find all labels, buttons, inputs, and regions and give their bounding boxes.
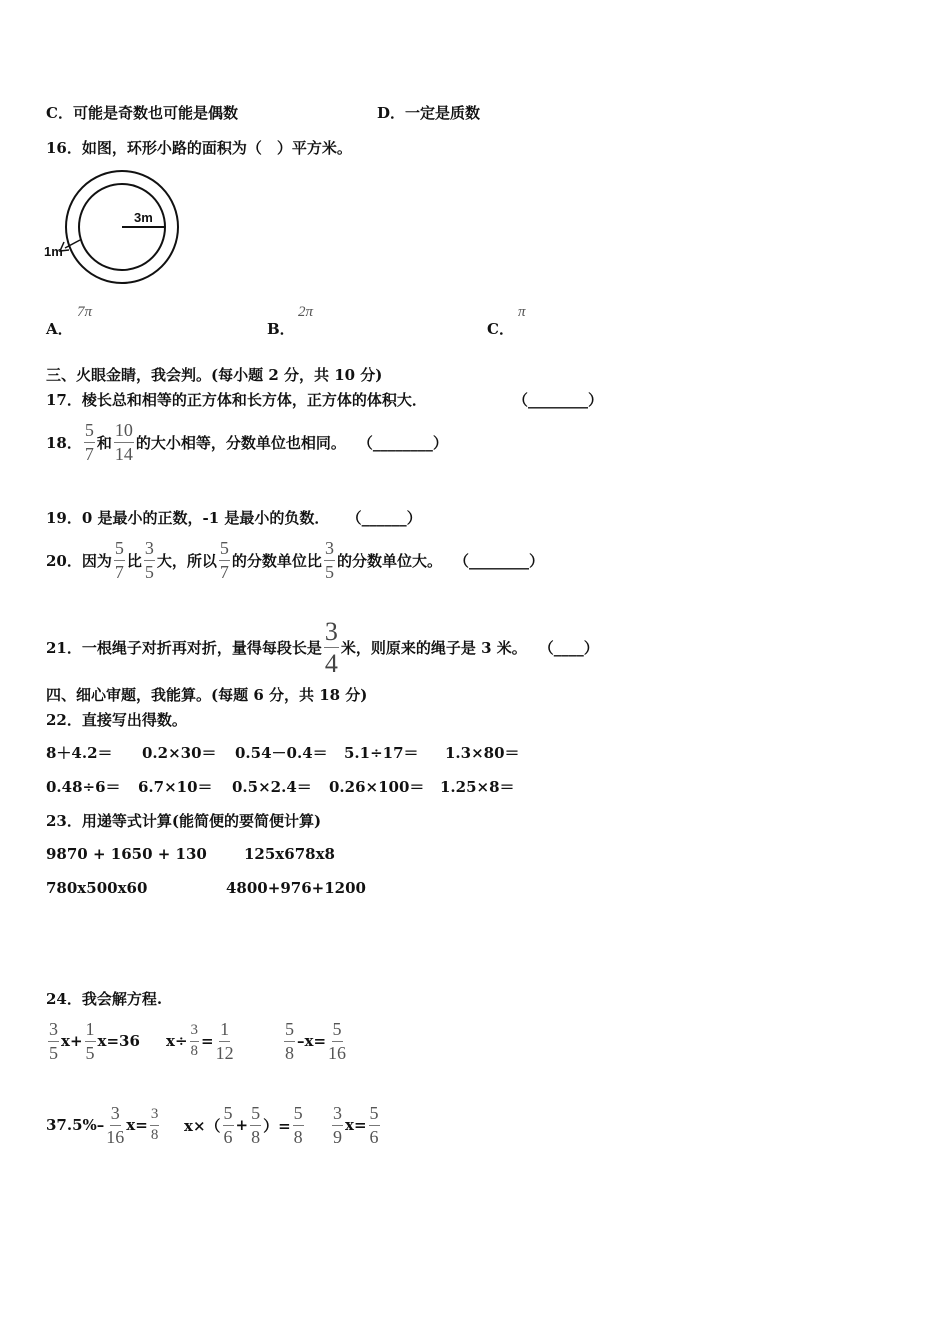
option-b-letter: B． <box>267 320 295 338</box>
question-24-stem: 24．我会解方程. <box>46 990 163 1008</box>
question-23-stem: 23．用递等式计算(能简便的要简便计算) <box>46 812 322 830</box>
denominator: 7 <box>219 561 229 582</box>
numerator: 5 <box>284 1020 295 1042</box>
fraction <box>328 1020 346 1063</box>
numerator: 3 <box>332 1104 343 1126</box>
denominator: 8 <box>190 1042 199 1059</box>
fraction <box>250 1104 261 1147</box>
numerator: 5 <box>114 539 125 561</box>
numerator: 1 <box>219 1020 230 1042</box>
numerator: 1 <box>85 1020 96 1042</box>
numerator: 5 <box>84 421 95 443</box>
calc-item: 1.3×80＝ <box>445 744 520 762</box>
text: 和 <box>96 433 112 452</box>
denominator: 7 <box>84 443 94 464</box>
equation-3 <box>282 1020 348 1063</box>
section-4-title: 四、细心审题，我能算。(每题 6 分，共 18 分) <box>46 686 368 704</box>
section-3-title: 三、火眼金睛，我会判。(每小题 2 分，共 10 分) <box>46 366 383 384</box>
question-18-blank: （________） <box>357 433 448 452</box>
numerator: 3 <box>190 1023 200 1042</box>
text: 的分数单位大。 <box>336 551 442 570</box>
option-d: D．一定是质数 <box>377 104 481 122</box>
equation-5 <box>184 1104 306 1147</box>
denominator: 4 <box>324 649 338 679</box>
denominator: 6 <box>369 1126 379 1147</box>
inner-radius-label: 3m <box>134 210 153 225</box>
fraction <box>324 618 339 678</box>
fraction <box>219 539 230 582</box>
denominator: 7 <box>114 561 124 582</box>
text: 因为 <box>81 551 112 570</box>
numerator: 3 <box>150 1107 160 1126</box>
text: 一根绳子对折再对折，量得每段长是 <box>81 639 322 658</box>
calc-expression: 780x500x60 <box>46 879 148 897</box>
option-c-letter-16: C． <box>487 320 514 338</box>
denominator: 5 <box>49 1042 58 1063</box>
option-c: C．可能是奇数也可能是偶数 <box>46 104 238 122</box>
equation-2 <box>166 1020 236 1063</box>
calc-item: 0.26×100＝ <box>329 778 425 796</box>
fraction <box>48 1020 59 1063</box>
numerator: 5 <box>293 1104 304 1126</box>
equation-6 <box>330 1104 382 1147</box>
question-20-number: 20． <box>46 551 82 570</box>
numerator: 5 <box>223 1104 234 1126</box>
question-18-number: 18． <box>46 433 82 452</box>
fraction <box>293 1104 304 1147</box>
text: + <box>235 1116 249 1135</box>
numerator: 5 <box>250 1104 261 1126</box>
question-22-stem: 22．直接写出得数。 <box>46 711 187 729</box>
denominator: 6 <box>223 1126 233 1147</box>
calc-item: 0.54－0.4＝ <box>235 744 328 762</box>
text: x×（ <box>184 1116 221 1135</box>
option-c-value-16: π <box>518 304 526 320</box>
numerator: 5 <box>369 1104 380 1126</box>
equation-4 <box>46 1104 161 1147</box>
calc-item: 0.48÷6＝ <box>46 778 121 796</box>
calc-item: 0.5×2.4＝ <box>232 778 312 796</box>
denominator: 5 <box>324 561 334 582</box>
question-19 <box>46 507 422 528</box>
fraction <box>332 1104 343 1147</box>
text: 的分数单位比 <box>231 551 322 570</box>
calc-item: 1.25×8＝ <box>440 778 515 796</box>
text: 19．0 是最小的正数，-1 是最小的负数． <box>46 509 330 527</box>
calc-expression: 4800+976+1200 <box>226 879 366 897</box>
text: x=36 <box>97 1032 140 1051</box>
fraction <box>216 1020 234 1063</box>
denominator: 8 <box>251 1126 261 1147</box>
denominator: 5 <box>85 1042 95 1063</box>
question-17: 17．棱长总和相等的正方体和长方体，正方体的体积大． <box>46 391 427 409</box>
text: ）= <box>263 1116 291 1135</box>
fraction <box>144 539 155 582</box>
text: 37.5%– <box>46 1116 105 1135</box>
text: x+ <box>61 1032 83 1051</box>
calc-item: 5.1÷17＝ <box>344 744 419 762</box>
ring-width-label: 1m <box>44 244 63 259</box>
text: 大，所以 <box>156 551 217 570</box>
numerator: 5 <box>219 539 230 561</box>
numerator: 3 <box>324 618 339 648</box>
calc-expression: 9870 + 1650 + 130 <box>46 845 207 863</box>
text: 比 <box>126 551 142 570</box>
denominator: 5 <box>144 561 154 582</box>
question-21-blank: （____） <box>538 639 599 658</box>
fraction <box>84 421 95 464</box>
numerator: 3 <box>324 539 335 561</box>
denominator: 16 <box>328 1042 347 1063</box>
denominator: 16 <box>106 1126 125 1147</box>
denominator: 8 <box>285 1042 294 1063</box>
fraction <box>150 1107 160 1144</box>
text: x= <box>345 1116 367 1135</box>
option-a-value: 7π <box>77 304 93 320</box>
question-19-blank: （______） <box>346 509 422 527</box>
calc-item: 6.7×10＝ <box>138 778 213 796</box>
question-20-blank: （________） <box>453 551 544 570</box>
denominator: 8 <box>150 1126 159 1143</box>
question-21-number: 21． <box>46 639 82 658</box>
calc-item: 8＋4.2＝ <box>46 744 113 762</box>
fraction <box>190 1023 200 1060</box>
equation-1 <box>46 1020 140 1063</box>
text: –x= <box>297 1032 327 1051</box>
denominator: 8 <box>293 1126 303 1147</box>
fraction <box>114 421 134 464</box>
fraction <box>85 1020 96 1063</box>
fraction <box>114 539 125 582</box>
fraction <box>106 1104 124 1147</box>
calc-item: 0.2×30＝ <box>142 744 217 762</box>
question-20 <box>46 539 544 582</box>
option-a-letter: A． <box>46 320 73 338</box>
text: 的大小相等，分数单位也相同。 <box>135 433 346 452</box>
text: 米，则原来的绳子是 3 米。 <box>340 639 527 658</box>
numerator: 3 <box>48 1020 59 1042</box>
denominator: 9 <box>333 1126 342 1147</box>
question-17-blank: （________） <box>513 391 604 409</box>
option-b-value: 2π <box>298 304 314 320</box>
question-21 <box>46 618 599 678</box>
numerator: 3 <box>110 1104 121 1126</box>
text: x= <box>126 1116 148 1135</box>
denominator: 12 <box>215 1042 234 1063</box>
calc-expression: 125x678x8 <box>244 845 335 863</box>
fraction <box>284 1020 295 1063</box>
question-18 <box>46 421 448 464</box>
fraction <box>369 1104 380 1147</box>
text: = <box>201 1032 214 1051</box>
fraction <box>223 1104 234 1147</box>
numerator: 5 <box>332 1020 343 1042</box>
ring-diagram <box>40 164 190 294</box>
fraction <box>324 539 335 582</box>
question-16-stem: 16．如图，环形小路的面积为（ ）平方米。 <box>46 139 352 157</box>
numerator: 3 <box>144 539 155 561</box>
numerator: 10 <box>114 421 134 443</box>
denominator: 14 <box>114 443 133 464</box>
text: x÷ <box>166 1032 188 1051</box>
